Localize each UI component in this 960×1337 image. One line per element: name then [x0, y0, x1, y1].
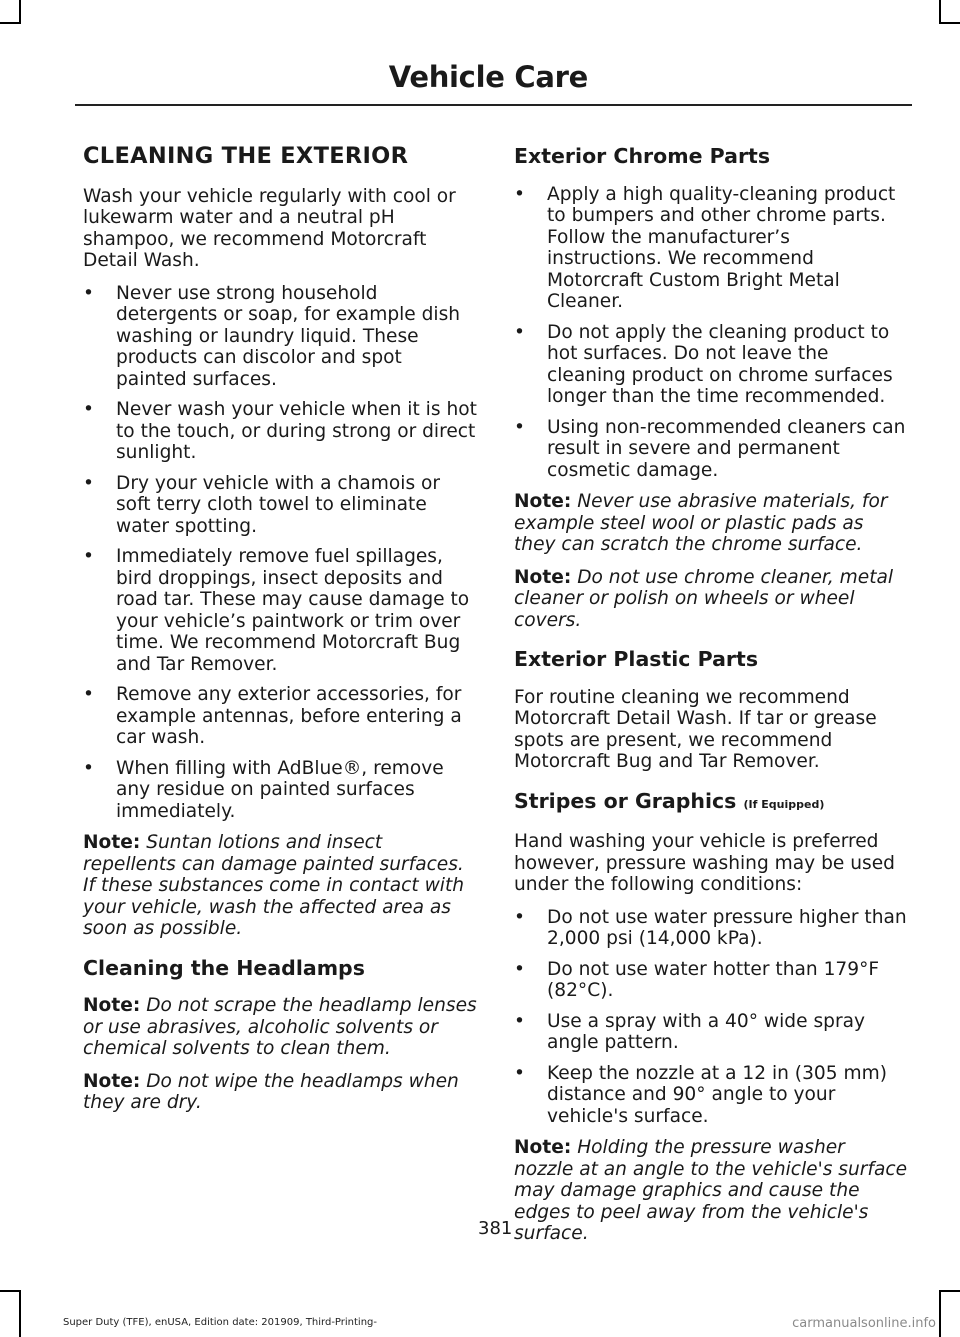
section-heading: CLEANING THE EXTERIOR: [83, 143, 409, 169]
crop-mark: [939, 1290, 941, 1337]
list-item: • Keep the nozzle at a 12 in (305 mm) distance and 90° angle to your vehicle's surface.: [514, 1063, 909, 1128]
note: [83, 995, 478, 1060]
subsection-heading: [514, 788, 909, 816]
crop-mark: [939, 0, 941, 24]
subsection-heading: Cleaning the Headlamps: [83, 955, 365, 980]
if-equipped-tag: (If Equipped): [743, 797, 825, 811]
note-label: Note:: [83, 1070, 141, 1092]
list-item: • Do not apply the cleaning product to hot surfaces. Do not leave the cleaning product on chrome surfaces longer than the time recommended.: [514, 322, 909, 408]
heading-text: Stripes or Graphics: [514, 788, 737, 813]
crop-mark: [939, 22, 960, 24]
note-label: Note:: [514, 491, 572, 512]
note-text: Never use abrasive materials, for example steel wool or plastic pads as they can scratch the chrome surface.: [514, 491, 888, 555]
crop-mark: [939, 1290, 960, 1292]
list-item: • Do not use water pressure higher than 2,000 psi (14,000 kPa).: [514, 907, 909, 950]
subsection-heading: Exterior Chrome Parts: [514, 144, 771, 168]
watermark: carmanualsonline.info: [792, 1316, 936, 1331]
page-number: 381: [478, 1218, 513, 1239]
paragraph: For routine cleaning we recommend Motorcraft Detail Wash. If tar or grease spots are present, we recommend Motorcraft Bug and Tar Remover.: [514, 686, 877, 772]
crop-mark: [0, 22, 21, 24]
note-label: Note:: [83, 832, 141, 853]
stripes-bullet-list: [514, 907, 909, 1128]
crop-mark: [0, 1290, 21, 1292]
note-text: Do not use chrome cleaner, metal cleaner or polish on wheels or wheel covers.: [514, 566, 894, 631]
note-text: Do not wipe the headlamps when they are dry.: [83, 1070, 459, 1113]
list-item: • Do not use water hotter than 179°F (82°C).: [514, 959, 909, 1002]
list-item: • Never wash your vehicle when it is hot to the touch, or during strong or direct sunlight.: [83, 399, 478, 464]
note-label: Note:: [83, 995, 141, 1016]
note-text: Suntan lotions and insect repellents can damage painted surfaces. If these substances come in contact with your vehicle, wash the affected area as soon as possible.: [83, 832, 465, 939]
note: [83, 832, 478, 940]
header-divider: [75, 104, 912, 106]
note-label: Note:: [514, 1137, 572, 1158]
crop-mark: [19, 0, 21, 24]
chrome-bullet-list: [514, 184, 909, 482]
footer-edition-info: Super Duty (TFE), enUSA, Edition date: 201909, Third-Printing-: [63, 1317, 378, 1328]
note: [514, 1137, 909, 1245]
exterior-bullet-list: [83, 283, 478, 823]
left-column: [83, 142, 478, 1125]
note: [514, 491, 909, 556]
list-item: • Dry your vehicle with a chamois or soft terry cloth towel to eliminate water spotting.: [83, 473, 478, 538]
list-item: • When filling with AdBlue®, remove any residue on painted surfaces immediately.: [83, 758, 478, 823]
note: [514, 567, 909, 632]
intro-paragraph: Wash your vehicle regularly with cool or lukewarm water and a neutral pH shampoo, we recommend Motorcraft Detail Wash.: [83, 185, 456, 271]
paragraph: Hand washing your vehicle is preferred however, pressure washing may be used under the following conditions:: [514, 831, 895, 895]
list-item: • Apply a high quality-cleaning product to bumpers and other chrome parts. Follow the manufacturer’s instructions. We recommend Motorcraft Custom Bright Metal Cleaner.: [514, 184, 909, 313]
list-item: • Use a spray with a 40° wide spray angle pattern.: [514, 1011, 909, 1054]
note-text: Holding the pressure washer nozzle at an angle to the vehicle's surface may damage graphics and cause the edges to peel away from the vehicle's surface.: [514, 1137, 908, 1244]
note-text: Do not scrape the headlamp lenses or use abrasives, alcoholic solvents or chemical solvents to clean them.: [83, 995, 477, 1059]
list-item: • Remove any exterior accessories, for example antennas, before entering a car wash.: [83, 684, 478, 749]
list-item: • Never use strong household detergents or soap, for example dish washing or laundry liquid. These products can discolor and spot painted surfaces.: [83, 283, 478, 391]
list-item: • Using non-recommended cleaners can result in severe and permanent cosmetic damage.: [514, 417, 909, 482]
crop-mark: [19, 1290, 21, 1337]
note-label: Note:: [514, 566, 572, 588]
right-column: [514, 142, 909, 1256]
page-title: Vehicle Care: [388, 60, 588, 94]
list-item: • Immediately remove fuel spillages, bird droppings, insect deposits and road tar. These may cause damage to your vehicle’s paintwork or trim over time. We recommend Motorcraft Bug and Tar Remover.: [83, 546, 478, 675]
note: [83, 1071, 478, 1114]
subsection-heading: Exterior Plastic Parts: [514, 647, 759, 671]
